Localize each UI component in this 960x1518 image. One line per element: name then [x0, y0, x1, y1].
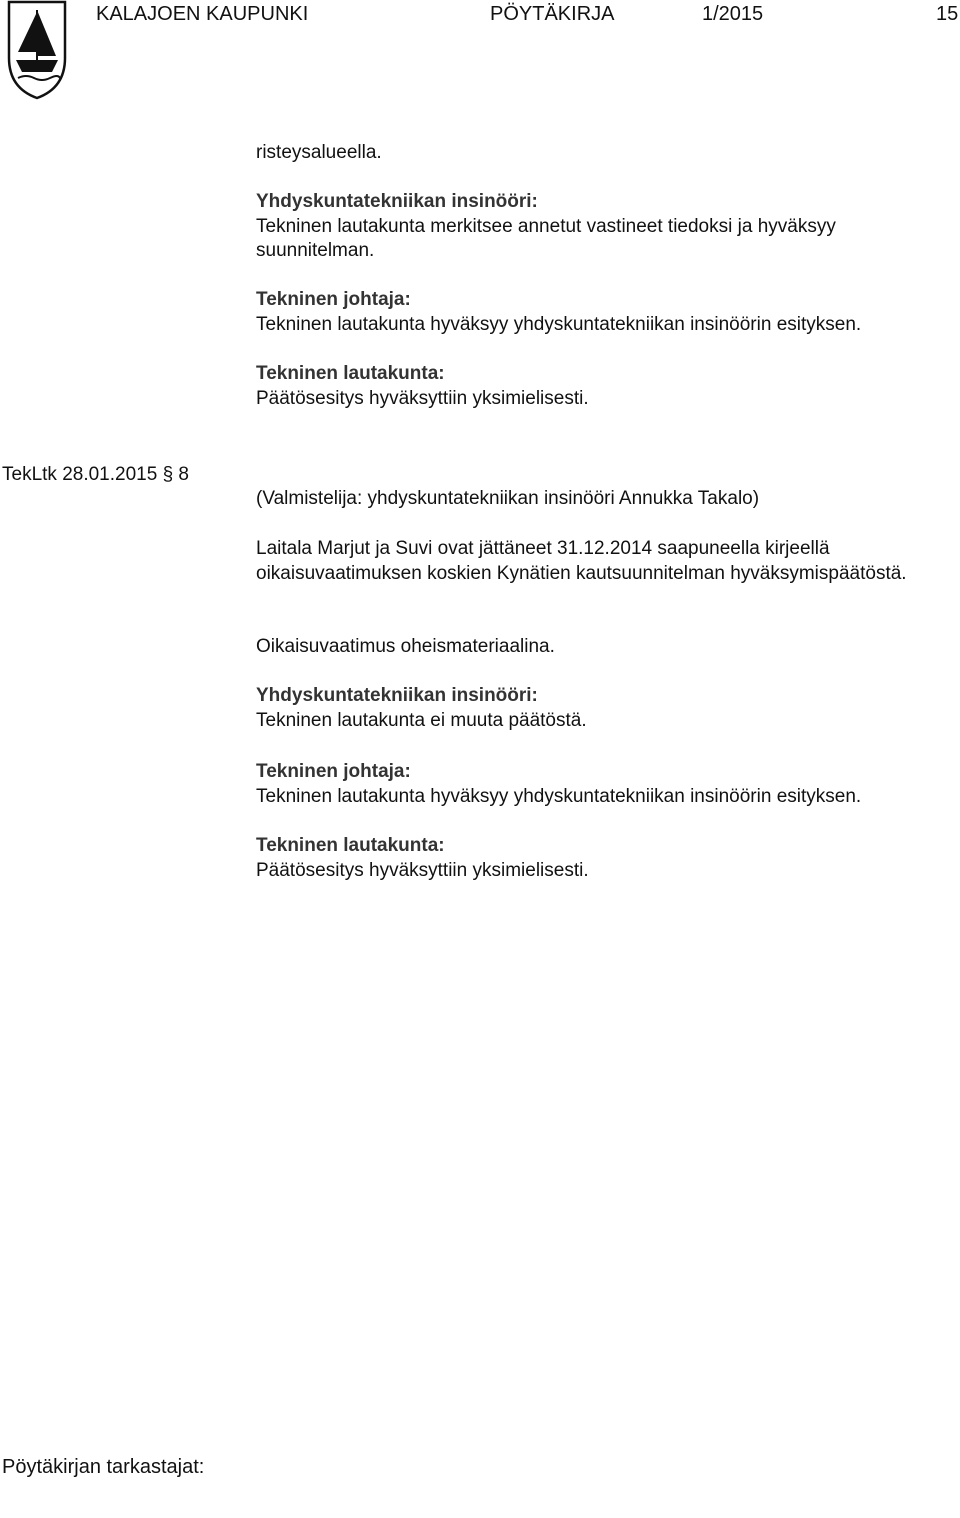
document-number: 1/2015 [702, 3, 764, 25]
engineer-statement-2 [256, 684, 946, 733]
engineer-label: Yhdyskuntatekniikan insinööri: [256, 191, 538, 212]
ship-coat-of-arms-icon [6, 0, 68, 100]
director-label-2: Tekninen johtaja: [256, 761, 411, 782]
page-number: 15 [936, 3, 959, 25]
engineer-text-2: Tekninen lautakunta ei muuta päätöstä. [256, 709, 587, 731]
meeting-reference: TekLtk 28.01.2015 § 8 [2, 464, 189, 485]
continuation-text: risteysalueella. [256, 142, 382, 163]
board-text: Päätösesitys hyväksyttiin yksimielisesti. [256, 387, 589, 409]
board-text-2: Päätösesitys hyväksyttiin yksimielisesti. [256, 859, 589, 881]
reviewers-label: Pöytäkirjan tarkastajat: [2, 1456, 205, 1478]
municipality-name: KALAJOEN KAUPUNKI [96, 3, 309, 25]
board-decision [256, 362, 946, 411]
director-statement-2 [256, 760, 946, 809]
director-text: Tekninen lautakunta hyväksyy yhdyskuntatekniikan insinöörin esityksen. [256, 313, 862, 335]
board-label-2: Tekninen lautakunta: [256, 835, 445, 856]
attachment-note: Oikaisuvaatimus oheismateriaalina. [256, 636, 555, 657]
engineer-label-2: Yhdyskuntatekniikan insinööri: [256, 685, 538, 706]
director-statement [256, 288, 946, 337]
document-type: PÖYTÄKIRJA [490, 3, 615, 25]
director-text-2: Tekninen lautakunta hyväksyy yhdyskuntatekniikan insinöörin esityksen. [256, 785, 862, 807]
appeal-paragraph: Laitala Marjut ja Suvi ovat jättäneet 31.12.2014 saapuneella kirjeellä oikaisuvaatimuksen koskien Kynätien kautsuunnitelman hyväksymispäätöstä. [256, 538, 907, 584]
board-label: Tekninen lautakunta: [256, 363, 445, 384]
engineer-text: Tekninen lautakunta merkitsee annetut vastineet tiedoksi ja hyväksyy suunnitelman. [256, 215, 836, 261]
engineer-statement [256, 190, 946, 264]
preparer-note: (Valmistelija: yhdyskuntatekniikan insinööri Annukka Takalo) [256, 488, 760, 509]
board-decision-2 [256, 834, 946, 883]
director-label: Tekninen johtaja: [256, 289, 411, 310]
